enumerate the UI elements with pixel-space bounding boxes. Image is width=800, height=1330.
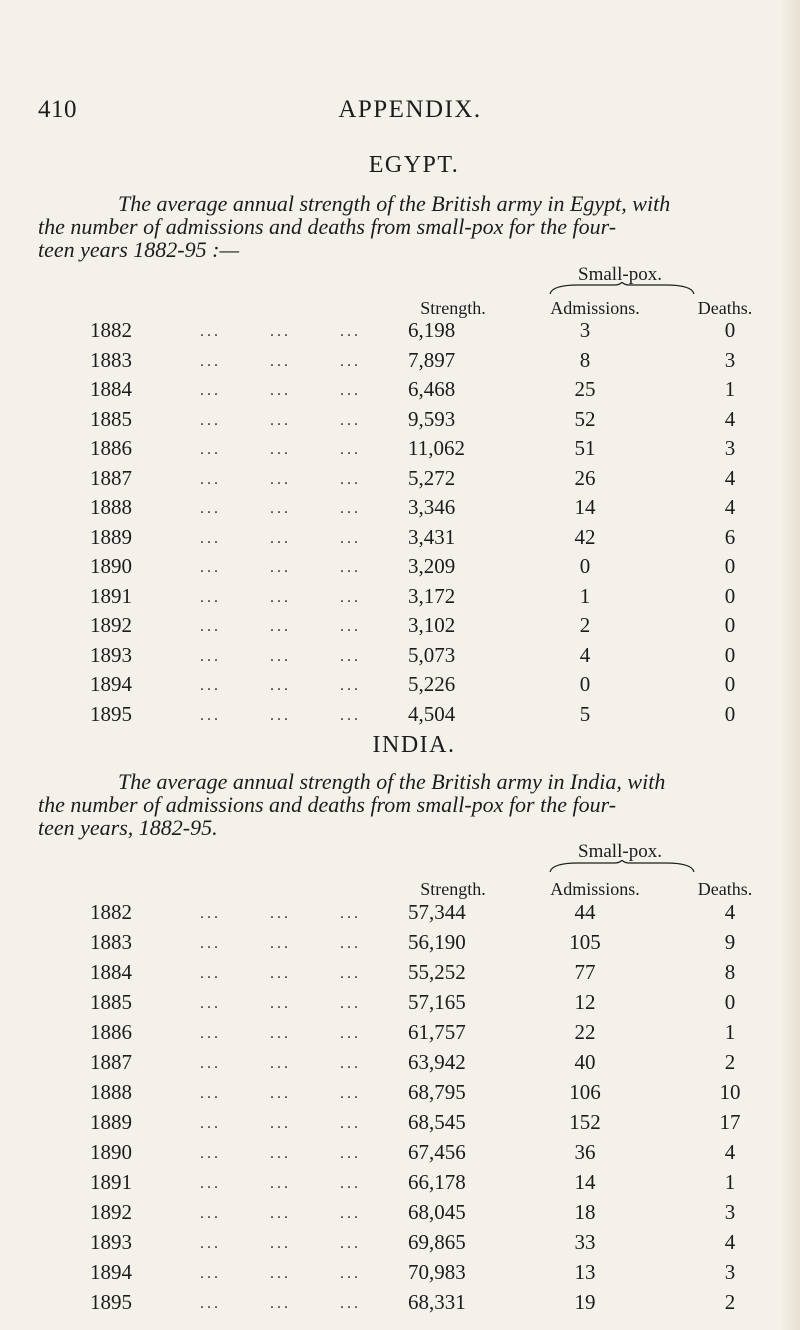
leader-dot-group: ... — [340, 470, 361, 488]
table-row — [0, 672, 800, 702]
strength-cell: 63,942 — [408, 1050, 466, 1074]
strength-cell: 61,757 — [408, 1020, 466, 1044]
table-row — [0, 1260, 800, 1290]
year-cell: 1887 — [90, 465, 132, 490]
india-small-pox-label: Small-pox. — [578, 841, 662, 862]
admissions-cell: 4 — [579, 642, 591, 667]
strength-cell: 68,795 — [408, 1080, 466, 1104]
leader-dot-group: ... — [200, 706, 221, 724]
deaths-cell: 10 — [719, 1080, 741, 1104]
deaths-cell: 3 — [724, 1200, 736, 1224]
leader-dot-group: ... — [270, 706, 291, 724]
deaths-cell: 0 — [724, 583, 736, 608]
year-cell: 1893 — [90, 642, 132, 667]
leader-dots — [200, 935, 410, 953]
leader-dots — [200, 1025, 410, 1043]
year-cell: 1891 — [90, 1170, 132, 1194]
leader-dots — [200, 1115, 410, 1133]
india-intro — [38, 770, 778, 839]
admissions-cell: 105 — [569, 930, 601, 954]
table-row — [0, 960, 800, 990]
deaths-cell: 0 — [724, 701, 736, 726]
admissions-cell: 0 — [579, 672, 591, 696]
leader-dot-group: ... — [340, 995, 361, 1012]
year-cell: 1882 — [90, 900, 132, 924]
leader-dot-group: ... — [270, 647, 291, 665]
leader-dot-group: ... — [270, 588, 291, 606]
year-cell: 1895 — [90, 701, 132, 726]
leader-dot-group: ... — [340, 500, 361, 517]
strength-cell: 9,593 — [408, 406, 456, 431]
egypt-intro-line: the number of admissions and deaths from small-pox for the four- — [38, 214, 617, 239]
leader-dots — [200, 1265, 410, 1283]
leader-dots — [200, 1085, 410, 1103]
leader-dot-group: ... — [340, 411, 361, 429]
india-deaths-header: Deaths. — [697, 879, 753, 899]
leader-dot-group: ... — [270, 965, 291, 982]
admissions-cell: 77 — [574, 960, 596, 984]
year-cell: 1886 — [90, 436, 132, 460]
leader-dot-group: ... — [270, 500, 291, 517]
leader-dot-group: ... — [200, 500, 221, 517]
strength-cell: 5,226 — [408, 672, 456, 696]
admissions-cell: 44 — [574, 900, 596, 924]
leader-dots — [200, 1205, 410, 1223]
leader-dots — [200, 412, 410, 430]
leader-dot-group: ... — [340, 706, 361, 724]
leader-dots — [200, 471, 410, 489]
leader-dot-group: ... — [270, 411, 291, 429]
egypt-brace — [548, 282, 696, 296]
strength-cell: 7,897 — [408, 347, 456, 372]
page-number: 410 — [38, 96, 77, 123]
leader-dot-group: ... — [270, 1175, 291, 1192]
admissions-cell: 13 — [574, 1260, 596, 1284]
admissions-cell: 25 — [574, 377, 596, 401]
year-cell: 1895 — [90, 1290, 132, 1314]
strength-cell: 4,504 — [408, 701, 456, 726]
admissions-cell: 106 — [569, 1080, 601, 1104]
leader-dot-group: ... — [200, 382, 221, 399]
strength-cell: 3,346 — [408, 495, 456, 519]
egypt-title: EGYPT. — [368, 152, 460, 178]
leader-dot-group: ... — [270, 323, 291, 340]
year-cell: 1890 — [90, 554, 132, 578]
year-cell: 1883 — [90, 347, 132, 372]
leader-dot-group: ... — [270, 677, 291, 694]
leader-dot-group: ... — [340, 1235, 361, 1252]
india-title: INDIA. — [372, 732, 456, 758]
admissions-cell: 40 — [574, 1050, 596, 1074]
leader-dot-group: ... — [200, 1175, 221, 1192]
deaths-cell: 8 — [724, 960, 736, 984]
india-intro-line: the number of admissions and deaths from small-pox for the four- — [38, 792, 617, 817]
leader-dot-group: ... — [340, 588, 361, 606]
year-cell: 1892 — [90, 613, 132, 637]
strength-cell: 68,045 — [408, 1200, 466, 1224]
table-row — [0, 554, 800, 584]
admissions-cell: 5 — [579, 701, 591, 726]
table-row — [0, 1080, 800, 1110]
year-cell: 1884 — [90, 960, 132, 984]
deaths-cell: 9 — [724, 930, 736, 954]
leader-dot-group: ... — [200, 1025, 221, 1042]
leader-dot-group: ... — [200, 1115, 221, 1132]
india-intro-line: The average annual strength of the British army in India, with — [118, 769, 666, 794]
leader-dot-group: ... — [200, 647, 221, 665]
table-row — [0, 348, 800, 378]
table-row — [0, 900, 800, 930]
table-row — [0, 1140, 800, 1170]
admissions-cell: 26 — [574, 465, 596, 490]
table-row — [0, 318, 800, 348]
leader-dot-group: ... — [270, 529, 291, 547]
year-cell: 1894 — [90, 1260, 132, 1284]
table-row — [0, 525, 800, 555]
deaths-cell: 2 — [724, 1290, 736, 1314]
deaths-cell: 1 — [724, 1020, 736, 1044]
table-row — [0, 1230, 800, 1260]
strength-cell: 3,172 — [408, 583, 456, 608]
deaths-cell: 1 — [724, 377, 736, 401]
admissions-cell: 152 — [569, 1110, 601, 1134]
leader-dot-group: ... — [200, 1295, 221, 1312]
leader-dots — [200, 1145, 410, 1163]
admissions-cell: 14 — [574, 495, 596, 519]
leader-dot-group: ... — [340, 1115, 361, 1132]
leader-dot-group: ... — [340, 382, 361, 399]
leader-dot-group: ... — [270, 559, 291, 576]
year-cell: 1891 — [90, 583, 132, 608]
leader-dot-group: ... — [340, 618, 361, 635]
table-row — [0, 407, 800, 437]
table-row — [0, 1110, 800, 1140]
leader-dots — [200, 618, 410, 636]
strength-cell: 6,198 — [408, 318, 456, 342]
leader-dot-group: ... — [200, 1235, 221, 1252]
leader-dots — [200, 677, 410, 695]
deaths-cell: 0 — [724, 613, 736, 637]
table-row — [0, 377, 800, 407]
admissions-cell: 8 — [579, 347, 591, 372]
leader-dots — [200, 1295, 410, 1313]
india-strength-header: Strength. — [420, 879, 486, 899]
egypt-intro-line: The average annual strength of the British army in Egypt, with — [118, 191, 671, 216]
year-cell: 1883 — [90, 930, 132, 954]
leader-dot-group: ... — [270, 1295, 291, 1312]
leader-dot-group: ... — [340, 1025, 361, 1042]
leader-dots — [200, 559, 410, 577]
leader-dot-group: ... — [340, 935, 361, 952]
strength-cell: 66,178 — [408, 1170, 466, 1194]
leader-dot-group: ... — [200, 905, 221, 922]
deaths-cell: 4 — [724, 1230, 736, 1254]
leader-dot-group: ... — [200, 352, 221, 370]
leader-dot-group: ... — [340, 1055, 361, 1072]
admissions-cell: 19 — [574, 1290, 596, 1314]
deaths-cell: 4 — [724, 406, 736, 431]
leader-dot-group: ... — [340, 1265, 361, 1282]
leader-dot-group: ... — [200, 323, 221, 340]
leader-dot-group: ... — [270, 1145, 291, 1162]
year-cell: 1890 — [90, 1140, 132, 1164]
strength-cell: 68,545 — [408, 1110, 466, 1134]
strength-cell: 5,272 — [408, 465, 456, 490]
leader-dot-group: ... — [340, 1145, 361, 1162]
year-cell: 1893 — [90, 1230, 132, 1254]
deaths-cell: 2 — [724, 1050, 736, 1074]
leader-dots — [200, 323, 410, 341]
page-header — [0, 96, 800, 128]
strength-cell: 69,865 — [408, 1230, 466, 1254]
table-row — [0, 1170, 800, 1200]
leader-dot-group: ... — [270, 618, 291, 635]
leader-dots — [200, 530, 410, 548]
leader-dots — [200, 382, 410, 400]
strength-cell: 56,190 — [408, 930, 466, 954]
leader-dot-group: ... — [340, 1205, 361, 1222]
leader-dot-group: ... — [340, 559, 361, 576]
leader-dot-group: ... — [270, 470, 291, 488]
egypt-strength-header: Strength. — [420, 298, 486, 318]
table-row — [0, 436, 800, 466]
leader-dots — [200, 500, 410, 518]
strength-cell: 67,456 — [408, 1140, 466, 1164]
leader-dots — [200, 995, 410, 1013]
leader-dot-group: ... — [340, 677, 361, 694]
leader-dot-group: ... — [340, 1175, 361, 1192]
leader-dot-group: ... — [270, 382, 291, 399]
leader-dot-group: ... — [200, 1145, 221, 1162]
deaths-cell: 0 — [724, 990, 736, 1014]
leader-dot-group: ... — [270, 995, 291, 1012]
leader-dot-group: ... — [200, 559, 221, 576]
leader-dot-group: ... — [200, 1055, 221, 1072]
leader-dots — [200, 707, 410, 725]
leader-dot-group: ... — [270, 935, 291, 952]
deaths-cell: 0 — [724, 318, 736, 342]
leader-dot-group: ... — [340, 1085, 361, 1102]
deaths-cell: 3 — [724, 436, 736, 460]
admissions-cell: 42 — [574, 524, 596, 549]
leader-dot-group: ... — [200, 1205, 221, 1222]
india-admissions-header: Admissions. — [550, 879, 640, 899]
leader-dot-group: ... — [200, 965, 221, 982]
strength-cell: 57,344 — [408, 900, 466, 924]
year-cell: 1884 — [90, 377, 132, 401]
strength-cell: 57,165 — [408, 990, 466, 1014]
leader-dot-group: ... — [340, 323, 361, 340]
deaths-cell: 0 — [724, 672, 736, 696]
deaths-cell: 0 — [724, 554, 736, 578]
leader-dot-group: ... — [200, 1085, 221, 1102]
year-cell: 1886 — [90, 1020, 132, 1044]
running-head: APPENDIX. — [338, 96, 482, 123]
table-row — [0, 1050, 800, 1080]
leader-dot-group: ... — [270, 1055, 291, 1072]
year-cell: 1889 — [90, 1110, 132, 1134]
egypt-intro-line: teen years 1882-95 :— — [38, 237, 240, 262]
table-row — [0, 1290, 800, 1320]
leader-dot-group: ... — [270, 352, 291, 370]
admissions-cell: 12 — [574, 990, 596, 1014]
leader-dot-group: ... — [200, 677, 221, 694]
table-row — [0, 466, 800, 496]
leader-dot-group: ... — [200, 618, 221, 635]
leader-dot-group: ... — [270, 1115, 291, 1132]
leader-dots — [200, 648, 410, 666]
leader-dot-group: ... — [200, 1265, 221, 1282]
table-row — [0, 702, 800, 732]
year-cell: 1887 — [90, 1050, 132, 1074]
year-cell: 1885 — [90, 406, 132, 431]
table-row — [0, 495, 800, 525]
leader-dot-group: ... — [340, 647, 361, 665]
leader-dot-group: ... — [340, 1295, 361, 1312]
admissions-cell: 52 — [574, 406, 596, 431]
strength-cell: 3,431 — [408, 524, 456, 549]
leader-dot-group: ... — [200, 441, 221, 458]
table-row — [0, 613, 800, 643]
year-cell: 1894 — [90, 672, 132, 696]
deaths-cell: 0 — [724, 642, 736, 667]
strength-cell: 70,983 — [408, 1260, 466, 1284]
year-cell: 1888 — [90, 495, 132, 519]
egypt-intro — [38, 192, 778, 261]
table-row — [0, 1020, 800, 1050]
leader-dot-group: ... — [270, 1085, 291, 1102]
leader-dot-group: ... — [270, 1265, 291, 1282]
deaths-cell: 3 — [724, 347, 736, 372]
leader-dot-group: ... — [270, 1235, 291, 1252]
deaths-cell: 17 — [719, 1110, 741, 1134]
india-brace — [548, 860, 696, 874]
table-row — [0, 990, 800, 1020]
egypt-deaths-header: Deaths. — [697, 298, 753, 318]
leader-dot-group: ... — [200, 529, 221, 547]
leader-dot-group: ... — [200, 935, 221, 952]
deaths-cell: 3 — [724, 1260, 736, 1284]
leader-dot-group: ... — [340, 529, 361, 547]
year-cell: 1892 — [90, 1200, 132, 1224]
leader-dot-group: ... — [340, 441, 361, 458]
leader-dot-group: ... — [270, 1205, 291, 1222]
admissions-cell: 14 — [574, 1170, 596, 1194]
strength-cell: 68,331 — [408, 1290, 466, 1314]
strength-cell: 11,062 — [408, 436, 465, 460]
deaths-cell: 4 — [724, 1140, 736, 1164]
year-cell: 1882 — [90, 318, 132, 342]
leader-dot-group: ... — [340, 352, 361, 370]
year-cell: 1885 — [90, 990, 132, 1014]
deaths-cell: 4 — [724, 495, 736, 519]
admissions-cell: 18 — [574, 1200, 596, 1224]
admissions-cell: 0 — [579, 554, 591, 578]
leader-dots — [200, 905, 410, 923]
deaths-cell: 4 — [724, 900, 736, 924]
table-row — [0, 1200, 800, 1230]
admissions-cell: 36 — [574, 1140, 596, 1164]
leader-dot-group: ... — [340, 905, 361, 922]
deaths-cell: 4 — [724, 465, 736, 490]
year-cell: 1889 — [90, 524, 132, 549]
leader-dot-group: ... — [270, 441, 291, 458]
leader-dot-group: ... — [270, 1025, 291, 1042]
table-row — [0, 643, 800, 673]
admissions-cell: 3 — [579, 318, 591, 342]
admissions-cell: 33 — [574, 1230, 596, 1254]
strength-cell: 3,209 — [408, 554, 456, 578]
leader-dots — [200, 589, 410, 607]
leader-dot-group: ... — [200, 470, 221, 488]
admissions-cell: 51 — [574, 436, 596, 460]
strength-cell: 5,073 — [408, 642, 456, 667]
leader-dots — [200, 965, 410, 983]
admissions-cell: 22 — [574, 1020, 596, 1044]
egypt-admissions-header: Admissions. — [550, 298, 640, 318]
leader-dots — [200, 1235, 410, 1253]
year-cell: 1888 — [90, 1080, 132, 1104]
admissions-cell: 1 — [579, 583, 591, 608]
india-intro-line: teen years, 1882-95. — [38, 815, 218, 840]
leader-dots — [200, 353, 410, 371]
leader-dot-group: ... — [200, 588, 221, 606]
leader-dots — [200, 1055, 410, 1073]
deaths-cell: 1 — [724, 1170, 736, 1194]
admissions-cell: 2 — [579, 613, 591, 637]
egypt-small-pox-label: Small-pox. — [578, 264, 662, 285]
leader-dot-group: ... — [340, 965, 361, 982]
leader-dots — [200, 1175, 410, 1193]
leader-dot-group: ... — [200, 995, 221, 1012]
deaths-cell: 6 — [724, 524, 736, 549]
leader-dots — [200, 441, 410, 459]
strength-cell: 55,252 — [408, 960, 466, 984]
leader-dot-group: ... — [200, 411, 221, 429]
strength-cell: 6,468 — [408, 377, 456, 401]
leader-dot-group: ... — [270, 905, 291, 922]
table-row — [0, 584, 800, 614]
strength-cell: 3,102 — [408, 613, 456, 637]
table-row — [0, 930, 800, 960]
